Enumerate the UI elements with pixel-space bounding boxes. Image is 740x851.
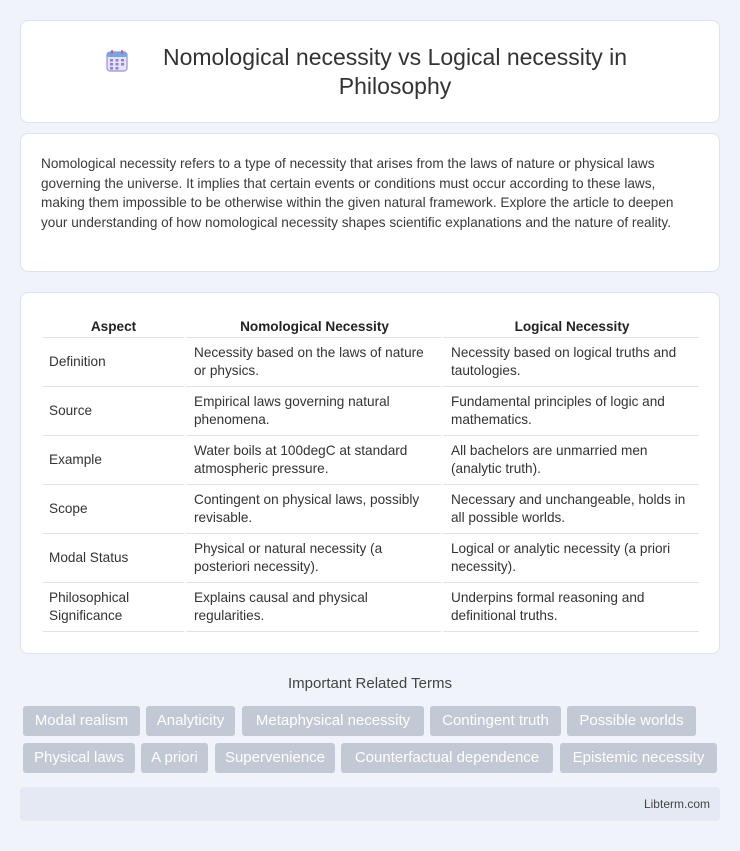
calendar-icon <box>105 49 129 73</box>
row-aspect: Example <box>43 436 184 485</box>
row-nomological: Necessity based on the laws of nature or physics. <box>184 338 441 387</box>
table-header-row <box>43 314 699 338</box>
intro-card <box>20 133 720 272</box>
tag-contingent-truth[interactable]: Contingent truth <box>430 706 561 736</box>
row-aspect: Modal Status <box>43 534 184 583</box>
tag-supervenience[interactable]: Supervenience <box>215 743 335 773</box>
page-title: Nomological necessity vs Logical necessity in Philosophy <box>162 44 628 99</box>
tag-possible-worlds[interactable]: Possible worlds <box>567 706 696 736</box>
table-row <box>43 436 699 485</box>
tag-metaphysical-necessity[interactable]: Metaphysical necessity <box>242 706 424 736</box>
row-logical: Necessity based on logical truths and tautologies. <box>441 338 699 387</box>
tag-physical-laws[interactable]: Physical laws <box>23 743 135 773</box>
row-nomological: Explains causal and physical regularities. <box>184 583 441 632</box>
tag-analyticity[interactable]: Analyticity <box>146 706 235 736</box>
row-aspect: Philosophical Significance <box>43 583 184 632</box>
row-logical: Necessary and unchangeable, holds in all possible worlds. <box>441 485 699 534</box>
row-nomological: Empirical laws governing natural phenomena. <box>184 387 441 436</box>
row-nomological: Contingent on physical laws, possibly revisable. <box>184 485 441 534</box>
table-row <box>43 583 699 632</box>
tag-a-priori[interactable]: A priori <box>141 743 208 773</box>
comparison-table <box>43 314 699 632</box>
tag-epistemic-necessity[interactable]: Epistemic necessity <box>560 743 717 773</box>
related-terms-heading: Important Related Terms <box>288 675 452 692</box>
header-aspect: Aspect <box>43 314 184 338</box>
footer <box>20 787 720 821</box>
row-logical: Logical or analytic necessity (a priori necessity). <box>441 534 699 583</box>
header-logical: Logical Necessity <box>441 314 699 338</box>
row-logical: Underpins formal reasoning and definitional truths. <box>441 583 699 632</box>
row-aspect: Definition <box>43 338 184 387</box>
table-row <box>43 534 699 583</box>
table-row <box>43 387 699 436</box>
table-row <box>43 338 699 387</box>
footer-site-link[interactable]: Libterm.com <box>643 797 710 811</box>
comparison-card <box>20 292 720 654</box>
tag-modal-realism[interactable]: Modal realism <box>23 706 140 736</box>
tag-counterfactual-dependence[interactable]: Counterfactual dependence <box>341 743 553 773</box>
title-card <box>20 20 720 123</box>
row-aspect: Source <box>43 387 184 436</box>
table-row <box>43 485 699 534</box>
row-nomological: Physical or natural necessity (a posteriori necessity). <box>184 534 441 583</box>
row-nomological: Water boils at 100degC at standard atmospheric pressure. <box>184 436 441 485</box>
row-aspect: Scope <box>43 485 184 534</box>
row-logical: All bachelors are unmarried men (analytic truth). <box>441 436 699 485</box>
intro-paragraph: Nomological necessity refers to a type of necessity that arises from the laws of nature or physical laws governing the universe. It implies that certain events or conditions must occur according to these laws, making them impossible to be otherwise within the given natural framework. Explore the article to deepen your understanding of how nomological necessity shapes scientific explanations and the nature of reality. <box>41 156 674 230</box>
row-logical: Fundamental principles of logic and mathematics. <box>441 387 699 436</box>
header-nomological: Nomological Necessity <box>184 314 441 338</box>
